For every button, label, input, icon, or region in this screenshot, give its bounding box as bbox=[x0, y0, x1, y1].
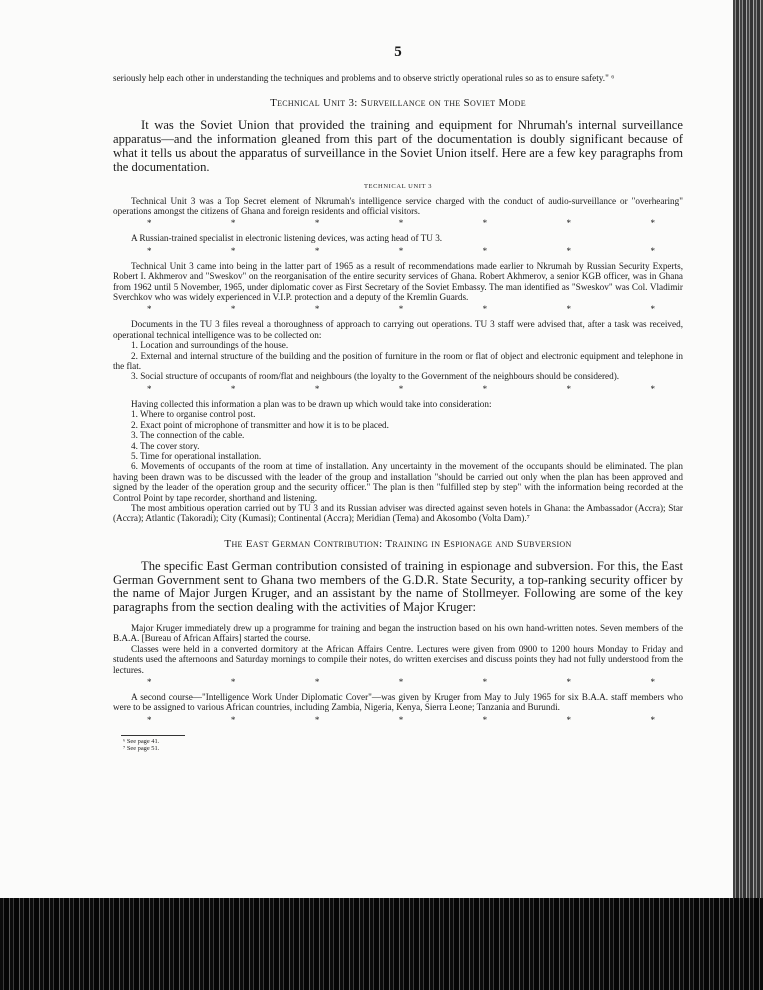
star: * bbox=[650, 676, 655, 687]
list-item: 1. Location and surroundings of the house. bbox=[131, 340, 289, 351]
star: * bbox=[398, 714, 404, 725]
star: * bbox=[566, 383, 572, 394]
star-separator bbox=[113, 247, 683, 256]
star: * bbox=[650, 218, 655, 229]
section2-p2: Classes were held in a converted dormitory at the African Affairs Centre. Lectures were given from 0900 to 1200 hours Monday to Friday and students used the afternoons and Saturday mornings to compile their notes, do written exercises and discuss points they had not fully understood from the lectures. bbox=[113, 643, 683, 675]
star-separator bbox=[113, 219, 683, 228]
star: * bbox=[230, 218, 236, 229]
star: * bbox=[566, 676, 572, 687]
intro-block bbox=[113, 73, 683, 83]
star: * bbox=[482, 304, 488, 315]
list-item: 2. Exact point of microphone of transmitter and how it is to be placed. bbox=[131, 419, 389, 430]
page-number: 5 bbox=[394, 44, 402, 60]
star: * bbox=[314, 676, 320, 687]
scan-edge-right bbox=[733, 0, 763, 990]
star: * bbox=[482, 218, 488, 229]
section1-p3: Technical Unit 3 came into being in the latter part of 1965 as a result of recommendations made earlier to Nkrumah by Russian Security Experts, Robert I. Akhmerov and "Sweskov" on the reorganisation of the entire security services of Ghana. Robert Akhmerov, a senior KGB officer, was in Ghana from 1962 until 5 November, 1965, under diplomatic cover as First Secretary of the Soviet Embassy. The man identified as "Sweskov" was Col. Vladimir Sverchkov who was widely experienced in V.I.P. protection and a deputy of the Kremlin Guards. bbox=[113, 260, 683, 303]
star: * bbox=[147, 383, 152, 394]
star: * bbox=[314, 714, 320, 725]
scan-edge-bottom bbox=[0, 898, 763, 990]
collection-list bbox=[113, 340, 683, 382]
star: * bbox=[566, 304, 572, 315]
section1-p6: The most ambitious operation carried out by TU 3 and its Russian adviser was directed against seven hotels in Ghana: the Ambassador (Accra); Star (Accra); Atlantic (Takoradi); City (Kumasi); Continental (Accra); Meridian (Tema) and Akosombo (Volta Dam).⁷ bbox=[113, 502, 683, 524]
star: * bbox=[482, 714, 488, 725]
section1-p5: Having collected this information a plan was to be drawn up which would take into consideration: bbox=[131, 398, 492, 409]
section1-lead: It was the Soviet Union that provided the training and equipment for Nhrumah's internal surveillance apparatus—and the information gleaned from this part of the documentation is doubly significant because of what it tells us about the apparatus of surveillance in the Soviet Union itself. Here are a few key paragraphs from the documentation. bbox=[113, 118, 683, 174]
star: * bbox=[230, 245, 236, 256]
star: * bbox=[230, 383, 236, 394]
list-item: 2. External and internal structure of the building and the position of furniture in the room or flat of object and electronic equipment and telephone in the flat. bbox=[113, 350, 683, 372]
footnotes bbox=[113, 735, 683, 752]
star: * bbox=[398, 383, 404, 394]
star: * bbox=[314, 218, 320, 229]
star-separator bbox=[113, 716, 683, 725]
section1-p4: Documents in the TU 3 files reveal a thoroughness of approach to carrying out operations. TU 3 staff were advised that, after a task was received, operational technical intelligence was to be collected on: bbox=[113, 319, 683, 340]
page-content bbox=[113, 44, 683, 752]
star: * bbox=[398, 676, 404, 687]
star: * bbox=[566, 714, 572, 725]
star: * bbox=[566, 245, 572, 256]
star: * bbox=[566, 218, 572, 229]
star: * bbox=[147, 304, 152, 315]
star: * bbox=[147, 218, 152, 229]
section2-lead: The specific East German contribution consisted of training in espionage and subversion. For this, the East German Government sent to Ghana two members of the G.D.R. State Security, a top-ranking security officer by the name of Major Jurgen Kruger, and an assistant by the name of Stollmeyer. Following are some of the key paragraphs from the section dealing with the activities of Major Kruger: bbox=[113, 558, 683, 615]
footnote-rule bbox=[121, 735, 185, 736]
star: * bbox=[314, 245, 320, 256]
star: * bbox=[650, 383, 655, 394]
star: * bbox=[147, 676, 152, 687]
star: * bbox=[230, 714, 236, 725]
star: * bbox=[147, 245, 152, 256]
star: * bbox=[230, 676, 236, 687]
star-separator bbox=[113, 678, 683, 687]
section2-body bbox=[113, 623, 683, 725]
star: * bbox=[314, 383, 320, 394]
footnote: ⁶ See page 41. bbox=[123, 737, 160, 745]
star: * bbox=[650, 245, 655, 256]
section1-subheading: TECHNICAL UNIT 3 bbox=[363, 182, 433, 190]
section1-body bbox=[113, 196, 683, 524]
list-item: 4. The cover story. bbox=[131, 440, 200, 451]
plan-list bbox=[113, 409, 683, 503]
section2-p1: Major Kruger immediately drew up a programme for training and began the instruction based on his own hand-written notes. Seven members of the B.A.A. [Bureau of African Affairs] started the course. bbox=[113, 622, 683, 644]
section1-p1: Technical Unit 3 was a Top Secret element of Nkrumah's intelligence service charged with the conduct of audio-surveillance or "overhearing" operations amongst the citizens of Ghana and foreign residents and official visitors. bbox=[113, 195, 683, 216]
section1-heading: Technical Unit 3: Surveillance on the Soviet Mode bbox=[270, 97, 526, 110]
footnote: ⁷ See page 51. bbox=[123, 744, 160, 752]
list-item: 3. The connection of the cable. bbox=[131, 430, 245, 441]
star: * bbox=[650, 304, 655, 315]
list-item: 5. Time for operational installation. bbox=[131, 450, 262, 461]
section2-heading: The East German Contribution: Training in Espionage and Subversion bbox=[224, 537, 572, 550]
intro-continuation: seriously help each other in understanding the techniques and problems and to observe strictly operational rules so as to ensure safety." ⁶ bbox=[113, 73, 615, 83]
star: * bbox=[314, 304, 320, 315]
star-separator bbox=[113, 305, 683, 314]
list-item: 6. Movements of occupants of the room at time of installation. Any uncertainty in the movement of the occupants should be eliminated. The plan having been drawn was to be discussed with the leader of the group and installation "should be carried out only when the plan has been approved and signed by the leader of the operation group and the security officer." The plan is then "fulfilled step by step" with the information being recorded at the Control Point by tape recorder, shorthand and listening. bbox=[113, 461, 683, 503]
star: * bbox=[398, 218, 404, 229]
star: * bbox=[482, 245, 488, 256]
star: * bbox=[398, 245, 404, 256]
star: * bbox=[398, 304, 404, 315]
star: * bbox=[230, 304, 236, 315]
star: * bbox=[147, 714, 152, 725]
star: * bbox=[482, 676, 488, 687]
section2-p3: A second course—"Intelligence Work Under Diplomatic Cover"—was given by Kruger from May to July 1965 for six B.A.A. staff members who were to be assigned to various African countries, including Zambia, Nigeria, Kenya, Sierra Leone; Tanzania and Burundi. bbox=[113, 691, 683, 713]
list-item: 1. Where to organise control post. bbox=[131, 409, 256, 420]
list-item: 3. Social structure of occupants of room/flat and neighbours (the loyalty to the Government of the neighbours should be considered). bbox=[131, 371, 620, 382]
star: * bbox=[482, 383, 488, 394]
section1-p2: A Russian-trained specialist in electronic listening devices, was acting head of TU 3. bbox=[131, 233, 443, 244]
star-separator bbox=[113, 385, 683, 394]
star: * bbox=[650, 714, 655, 725]
